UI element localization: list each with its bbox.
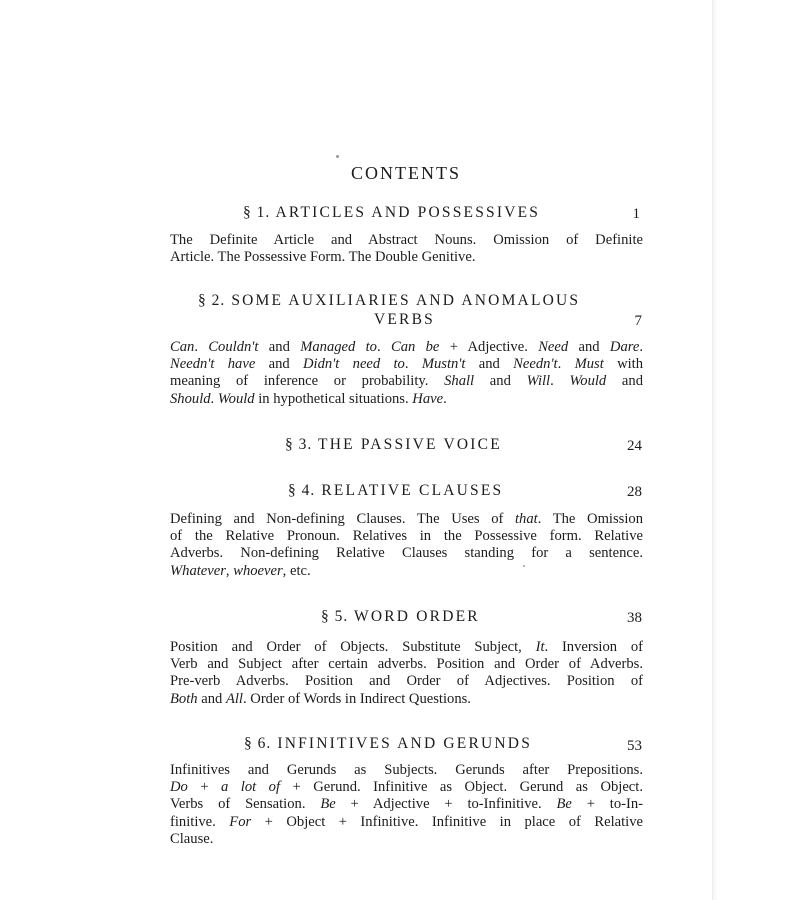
section-3-title: THE PASSIVE VOICE bbox=[318, 436, 502, 453]
description-line: Can. Couldn't and Managed to. Can be + Adjective. Need and Dare. bbox=[170, 339, 644, 355]
description-line: The Definite Article and Abstract Nouns. Omission of Definite bbox=[170, 232, 643, 248]
section-2-heading-line2: VERBS bbox=[374, 311, 435, 328]
section-5-heading[interactable] bbox=[321, 608, 480, 626]
section-4-heading[interactable] bbox=[288, 482, 503, 500]
section-4-title: RELATIVE CLAUSES bbox=[321, 482, 504, 499]
section-1-page-number: 1 bbox=[632, 206, 640, 222]
section-5-title: WORD ORDER bbox=[354, 608, 480, 625]
section-6-heading[interactable] bbox=[244, 735, 532, 753]
print-speck bbox=[336, 155, 339, 158]
section-1-description bbox=[170, 232, 643, 266]
description-line: Adverbs. Non-defining Relative Clauses standing for a sentence. bbox=[170, 545, 643, 562]
section-4-description bbox=[170, 511, 643, 580]
page-edge-shadow bbox=[712, 0, 800, 900]
description-line: Verbs of Sensation. Be + Adjective + to-Infinitive. Be + to-In- bbox=[170, 796, 643, 813]
description-line: Should. Would in hypothetical situations. Have. bbox=[170, 390, 447, 407]
description-line: Both and All. Order of Words in Indirect Questions. bbox=[170, 690, 471, 707]
description-line: Infinitives and Gerunds as Subjects. Gerunds after Prepositions. bbox=[170, 762, 643, 778]
description-line: Do + a lot of + Gerund. Infinitive as Object. Gerund as Object. bbox=[170, 779, 643, 796]
description-line: Verb and Subject after certain adverbs. Position and Order of Adverbs. bbox=[170, 656, 643, 673]
section-5-mark: § 5. bbox=[321, 608, 349, 625]
section-2-heading[interactable] bbox=[198, 292, 580, 310]
description-line: Position and Order of Objects. Substitute Subject, It. Inversion of bbox=[170, 639, 643, 655]
section-3-heading[interactable] bbox=[285, 436, 502, 454]
section-2-mark: § 2. bbox=[198, 292, 226, 309]
description-line: meaning of inference or probability. Shall and Will. Would and bbox=[170, 373, 644, 390]
section-2-page-number: 7 bbox=[634, 313, 642, 329]
section-5-description bbox=[170, 639, 643, 708]
description-line: Needn't have and Didn't need to. Mustn't and Needn't. Must with bbox=[170, 356, 644, 373]
section-6-description bbox=[170, 762, 643, 848]
section-1-title: ARTICLES AND POSSESSIVES bbox=[275, 204, 541, 221]
description-line: of the Relative Pronoun. Relatives in the Possessive form. Relative bbox=[170, 528, 643, 545]
description-line: Article. The Possessive Form. The Double Genitive. bbox=[170, 249, 476, 266]
description-line: Clause. bbox=[170, 830, 214, 847]
section-6-page-number: 53 bbox=[627, 738, 642, 754]
section-6-title: INFINITIVES AND GERUNDS bbox=[277, 735, 533, 752]
description-line: Pre-verb Adverbs. Position and Order of Adjectives. Position of bbox=[170, 673, 643, 690]
section-4-page-number: 28 bbox=[627, 484, 642, 500]
description-line: finitive. For + Object + Infinitive. Infinitive in place of Relative bbox=[170, 813, 643, 830]
section-2-title: SOME AUXILIARIES AND ANOMALOUS bbox=[231, 292, 581, 309]
section-5-page-number: 38 bbox=[627, 610, 642, 626]
section-3-page-number: 24 bbox=[627, 438, 642, 454]
section-6-mark: § 6. bbox=[244, 735, 272, 752]
section-2-description bbox=[170, 339, 643, 408]
section-3-mark: § 3. bbox=[285, 436, 313, 453]
description-line: Defining and Non-defining Clauses. The Uses of that. The Omission bbox=[170, 511, 643, 527]
page-title: CONTENTS bbox=[351, 163, 461, 183]
description-line: Whatever, whoever, etc. bbox=[170, 562, 311, 579]
section-4-mark: § 4. bbox=[288, 482, 316, 499]
section-1-heading[interactable] bbox=[243, 204, 540, 222]
section-1-mark: § 1. bbox=[243, 204, 271, 221]
